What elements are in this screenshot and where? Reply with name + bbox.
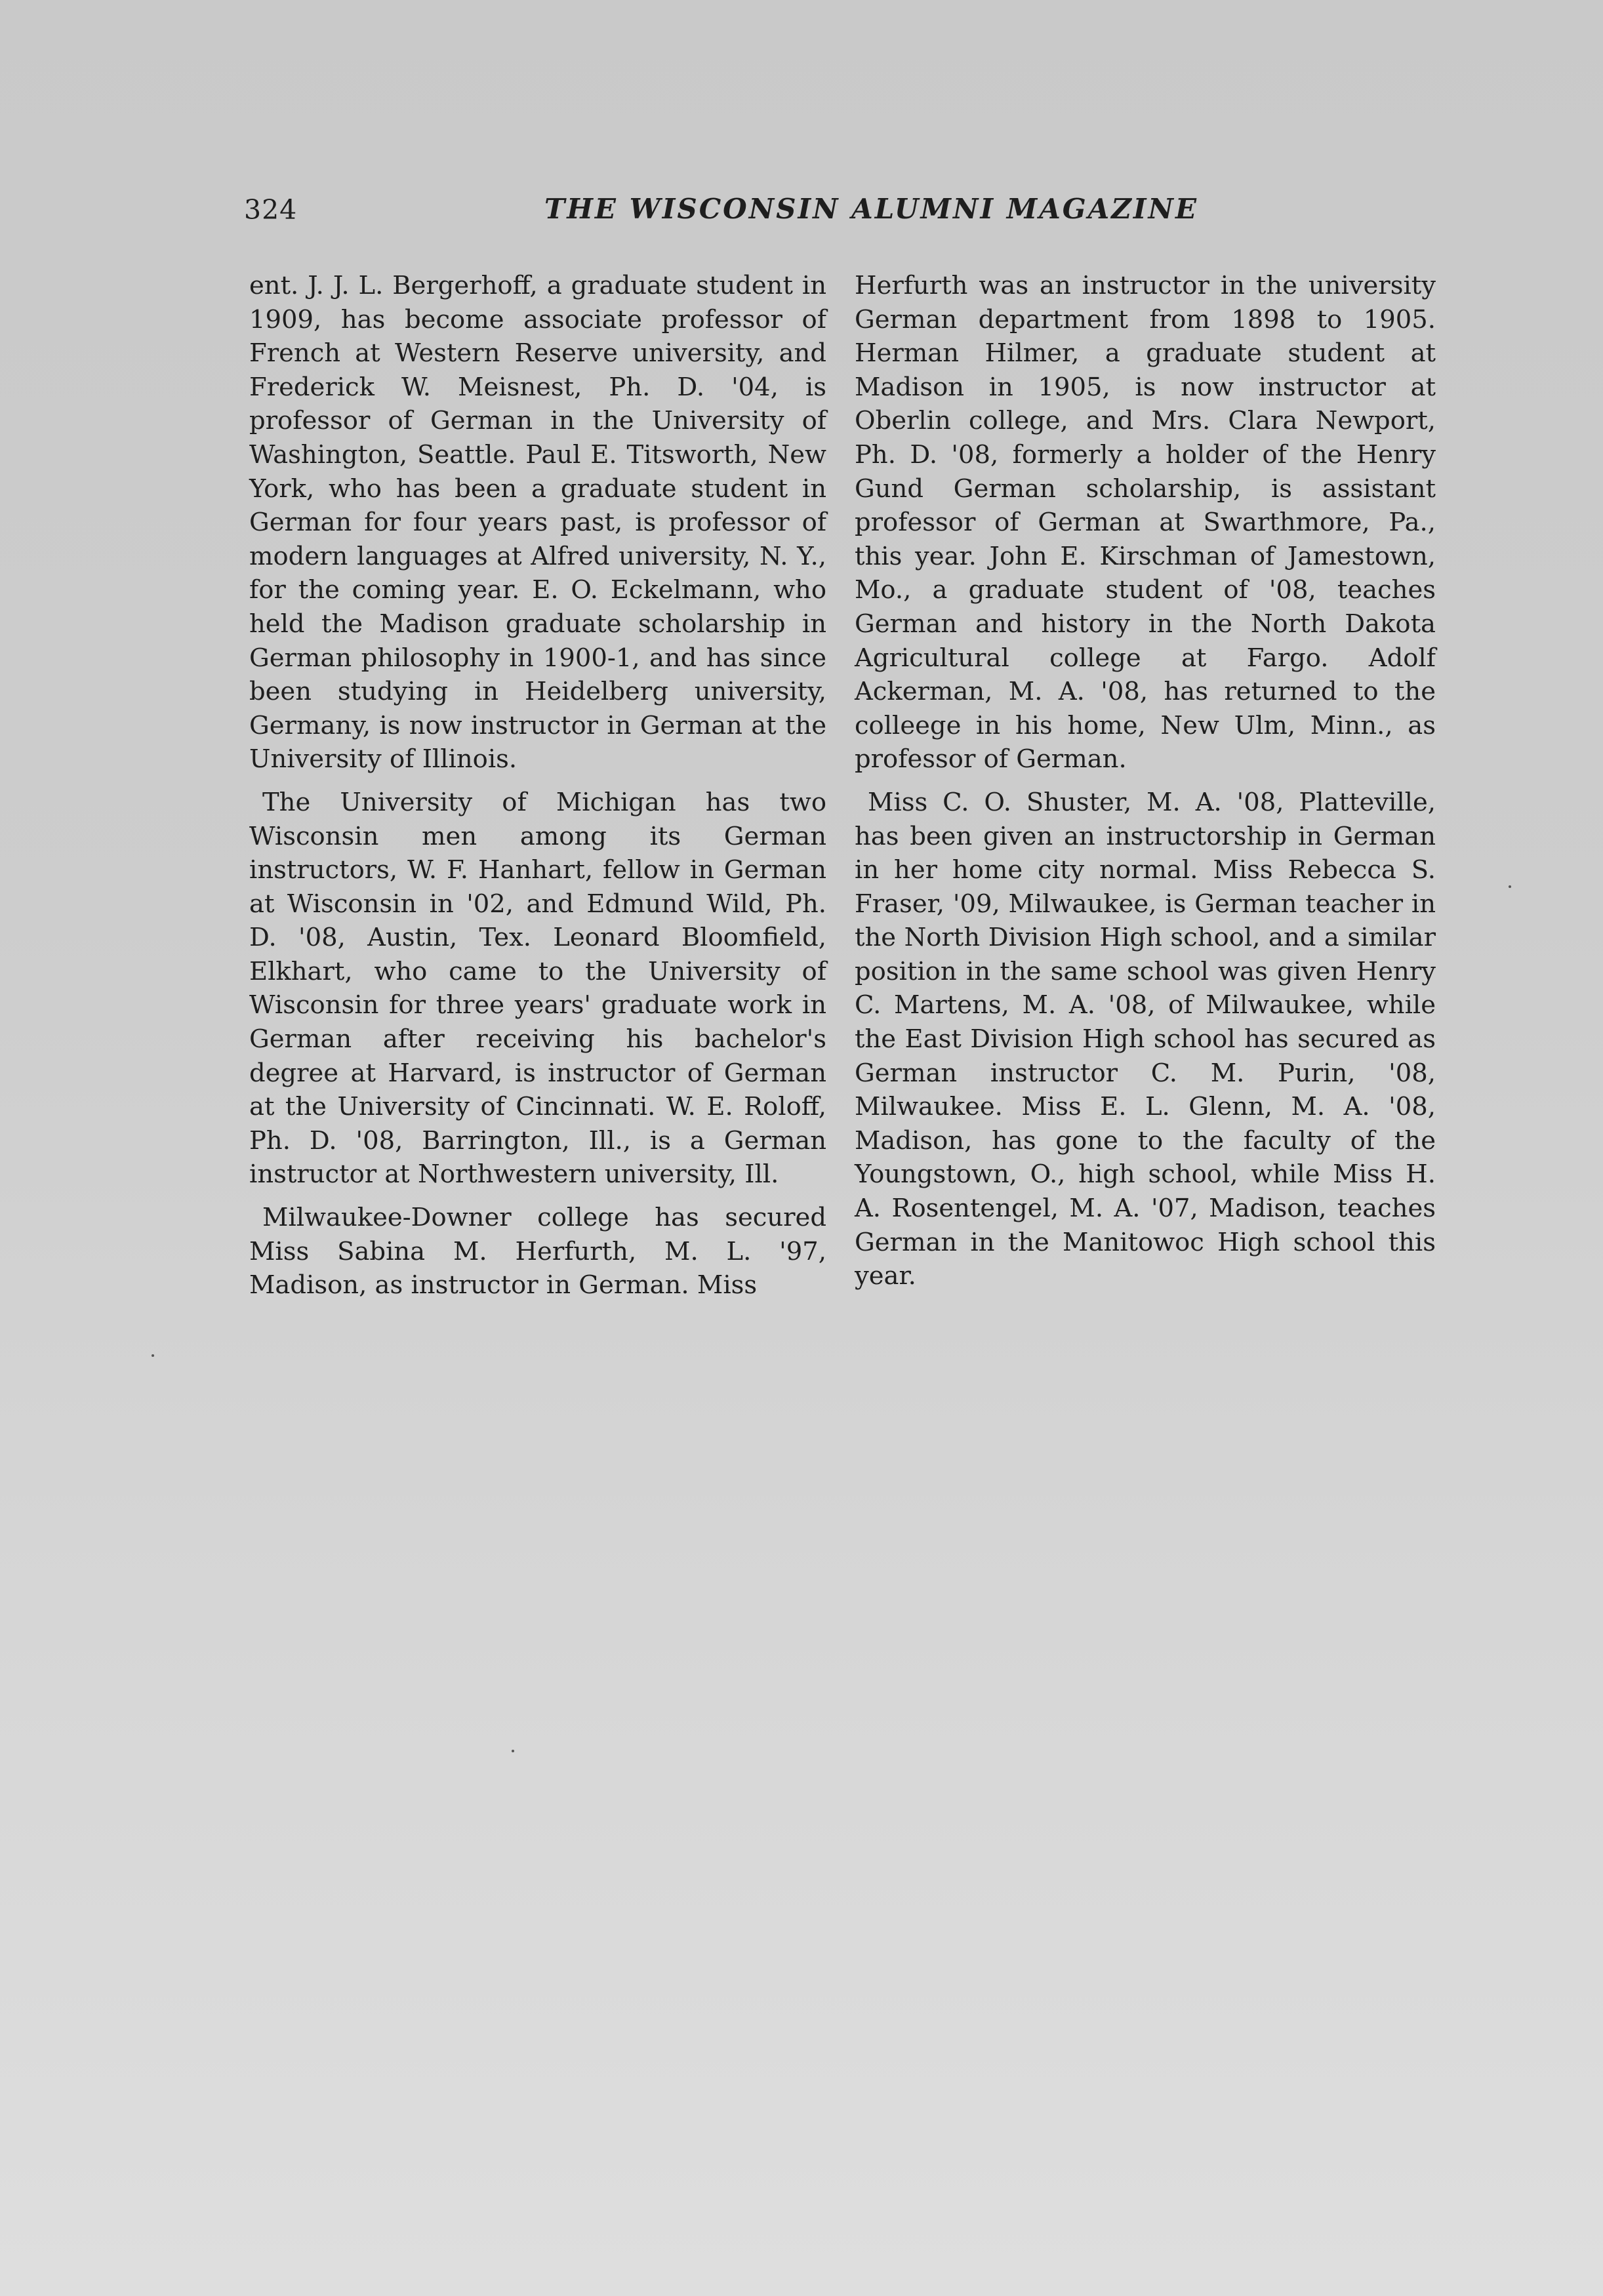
right-column [855, 269, 1436, 1302]
paragraph: Milwaukee-Downer college has secured Miss Sabina M. Herfurth, M. L. '97, Madison, as instructor in German. Miss [249, 1203, 826, 1300]
paper-speck [152, 1354, 154, 1357]
left-column [249, 269, 826, 1312]
page-number: 324 [244, 194, 298, 226]
running-title: THE WISCONSIN ALUMNI MAGAZINE [544, 193, 1198, 225]
page-header [244, 190, 1425, 236]
paragraph: ent. J. J. L. Bergerhoff, a graduate student in 1909, has become associate professor of French at Western Reserve university, and Frederick W. Meisnest, Ph. D. '04, is professor of German in the University of Washington, Seattle. Paul E. Titsworth, New York, who has been a graduate student in German for four years past, is professor of modern languages at Alfred university, N. Y., for the coming year. E. O. Eckelmann, who held the Madison graduate scholarship in German philosophy in 1900-1, and has since been studying in Heidelberg university, Germany, is now instructor in German at the University of Illinois. [249, 271, 826, 775]
paragraph: Miss C. O. Shuster, M. A. '08, Platteville, has been given an instructorship in German in her home city normal. Miss Rebecca S. Fraser, '09, Milwaukee, is German teacher in the North Division High school, and a similar position in the same school was given Henry C. Martens, M. A. '08, of Milwaukee, while the East Division High school has secured as German instructor C. M. Purin, '08, Milwaukee. Miss E. L. Glenn, M. A. '08, Madison, has gone to the faculty of the Youngstown, O., high school, while Miss H. A. Rosentengel, M. A. '07, Madison, teaches German in the Manitowoc High school this year. [855, 787, 1436, 1291]
paper-speck [512, 1750, 514, 1752]
paragraph: Herfurth was an instructor in the university German department from 1898 to 1905. Herman Hilmer, a graduate student at Madison in 1905, is now instructor at Oberlin college, and Mrs. Clara Newport, Ph. D. '08, formerly a holder of the Henry Gund German scholarship, is assistant professor of German at Swarthmore, Pa., this year. John E. Kirschman of Jamestown, Mo., a graduate student of '08, teaches German and history in the North Dakota Agricultural college at Fargo. Adolf Ackerman, M. A. '08, has returned to the colleege in his home, New Ulm, Minn., as professor of German. [855, 271, 1436, 775]
paragraph: The University of Michigan has two Wisconsin men among its German instructors, W. F. Hanhart, fellow in German at Wisconsin in '02, and Edmund Wild, Ph. D. '08, Austin, Tex. Leonard Bloomfield, Elkhart, who came to the University of Wisconsin for three years' graduate work in German after receiving his bachelor's degree at Harvard, is instructor of German at the University of Cincinnati. W. E. Roloff, Ph. D. '08, Barrington, Ill., is a German instructor at Northwestern university, Ill. [249, 787, 826, 1190]
paper-speck [1509, 885, 1511, 888]
